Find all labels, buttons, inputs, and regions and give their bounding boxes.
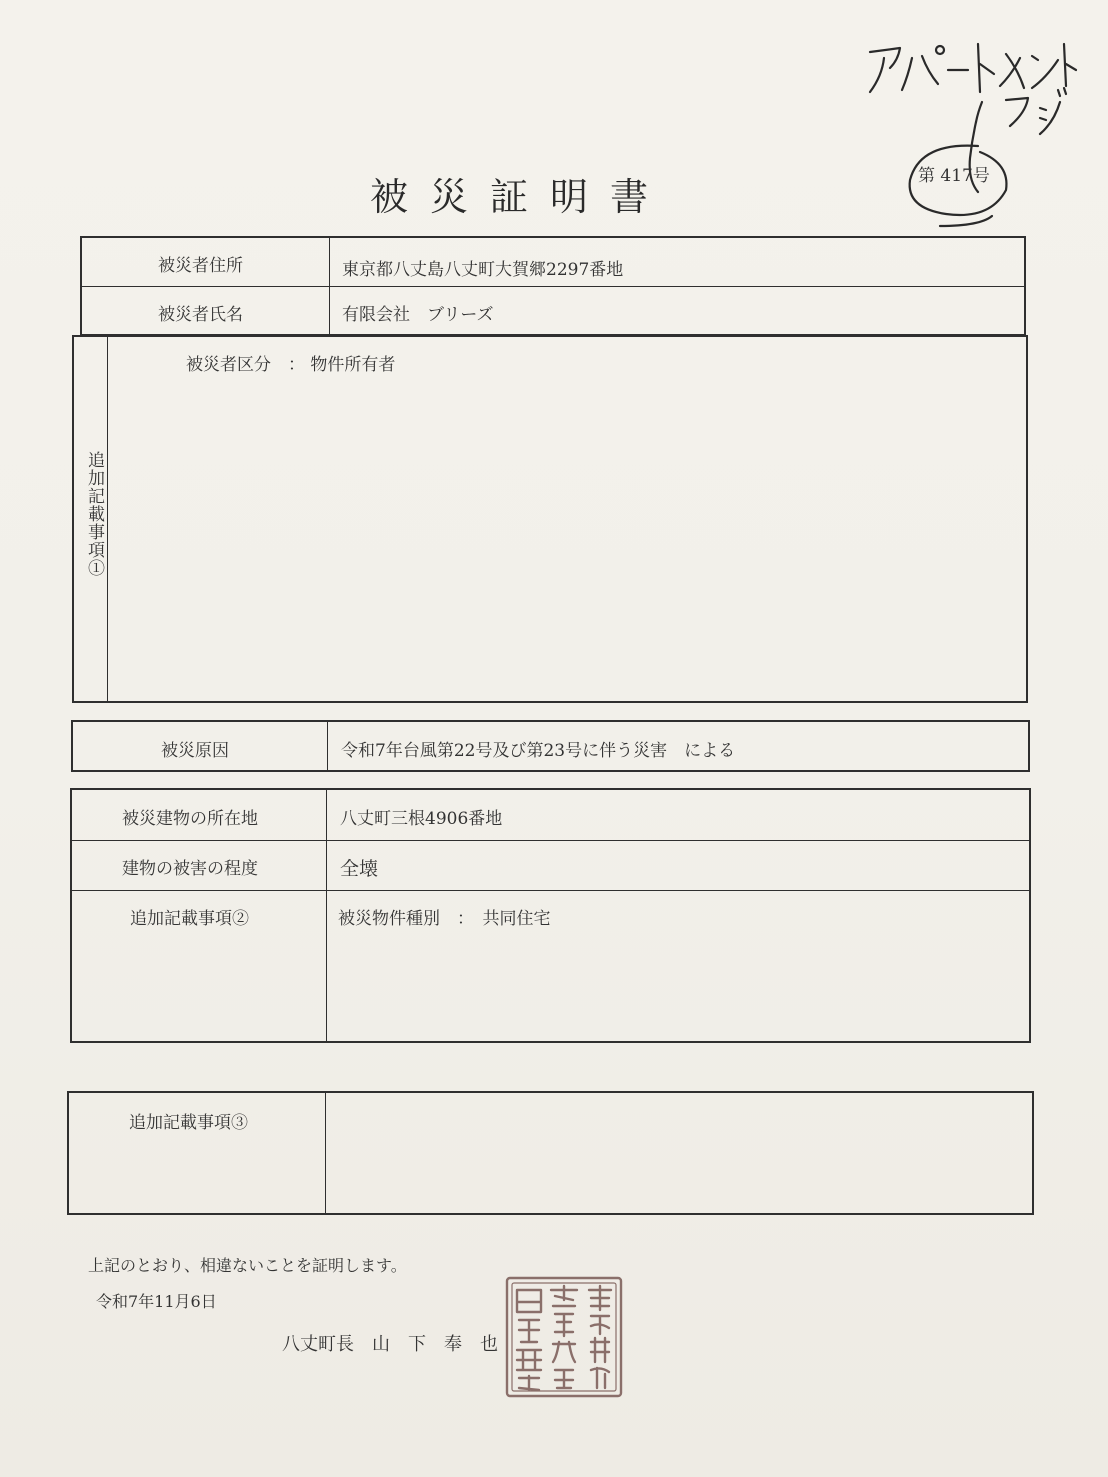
name-label: 被災者氏名 [158,305,243,325]
damage-label: 建物の被害の程度 [122,859,258,879]
additional-items-1-label: 追加記載事項① [84,451,104,577]
address-label: 被災者住所 [158,256,243,276]
additional-items-1-box [72,335,1028,703]
name-value: 有限会社 ブリーズ [342,305,494,325]
cause-value: 令和7年台風第22号及び第23号に伴う災害 による [341,741,736,761]
location-value: 八丈町三根4906番地 [340,809,503,829]
signatory: 八丈町長 山 下 奉 也 [282,1334,498,1355]
additional-items-3-table [67,1091,1034,1215]
cause-label: 被災原因 [161,741,229,761]
additional-items-3-label: 追加記載事項③ [129,1113,248,1133]
address-value: 東京都八丈島八丈町大賀郷2297番地 [342,260,624,280]
official-seal [505,1276,623,1398]
damage-value: 全壊 [340,858,379,880]
property-type: 被災物件種別 ： 共同住宅 [338,909,551,929]
certification-statement: 上記のとおり、相違ないことを証明します。 [88,1256,407,1275]
applicant-info-table [80,236,1026,336]
certificate-number: 第 417号 [918,166,990,186]
applicant-category: 被災者区分 ： 物件所有者 [186,355,396,375]
page-title: 被災証明書 [370,175,671,219]
location-label: 被災建物の所在地 [122,809,258,829]
cause-table [71,720,1030,772]
additional-items-2-label: 追加記載事項② [130,909,249,929]
building-table [70,788,1031,1043]
handwritten-note [860,30,1080,240]
issue-date: 令和7年11月6日 [96,1292,217,1311]
